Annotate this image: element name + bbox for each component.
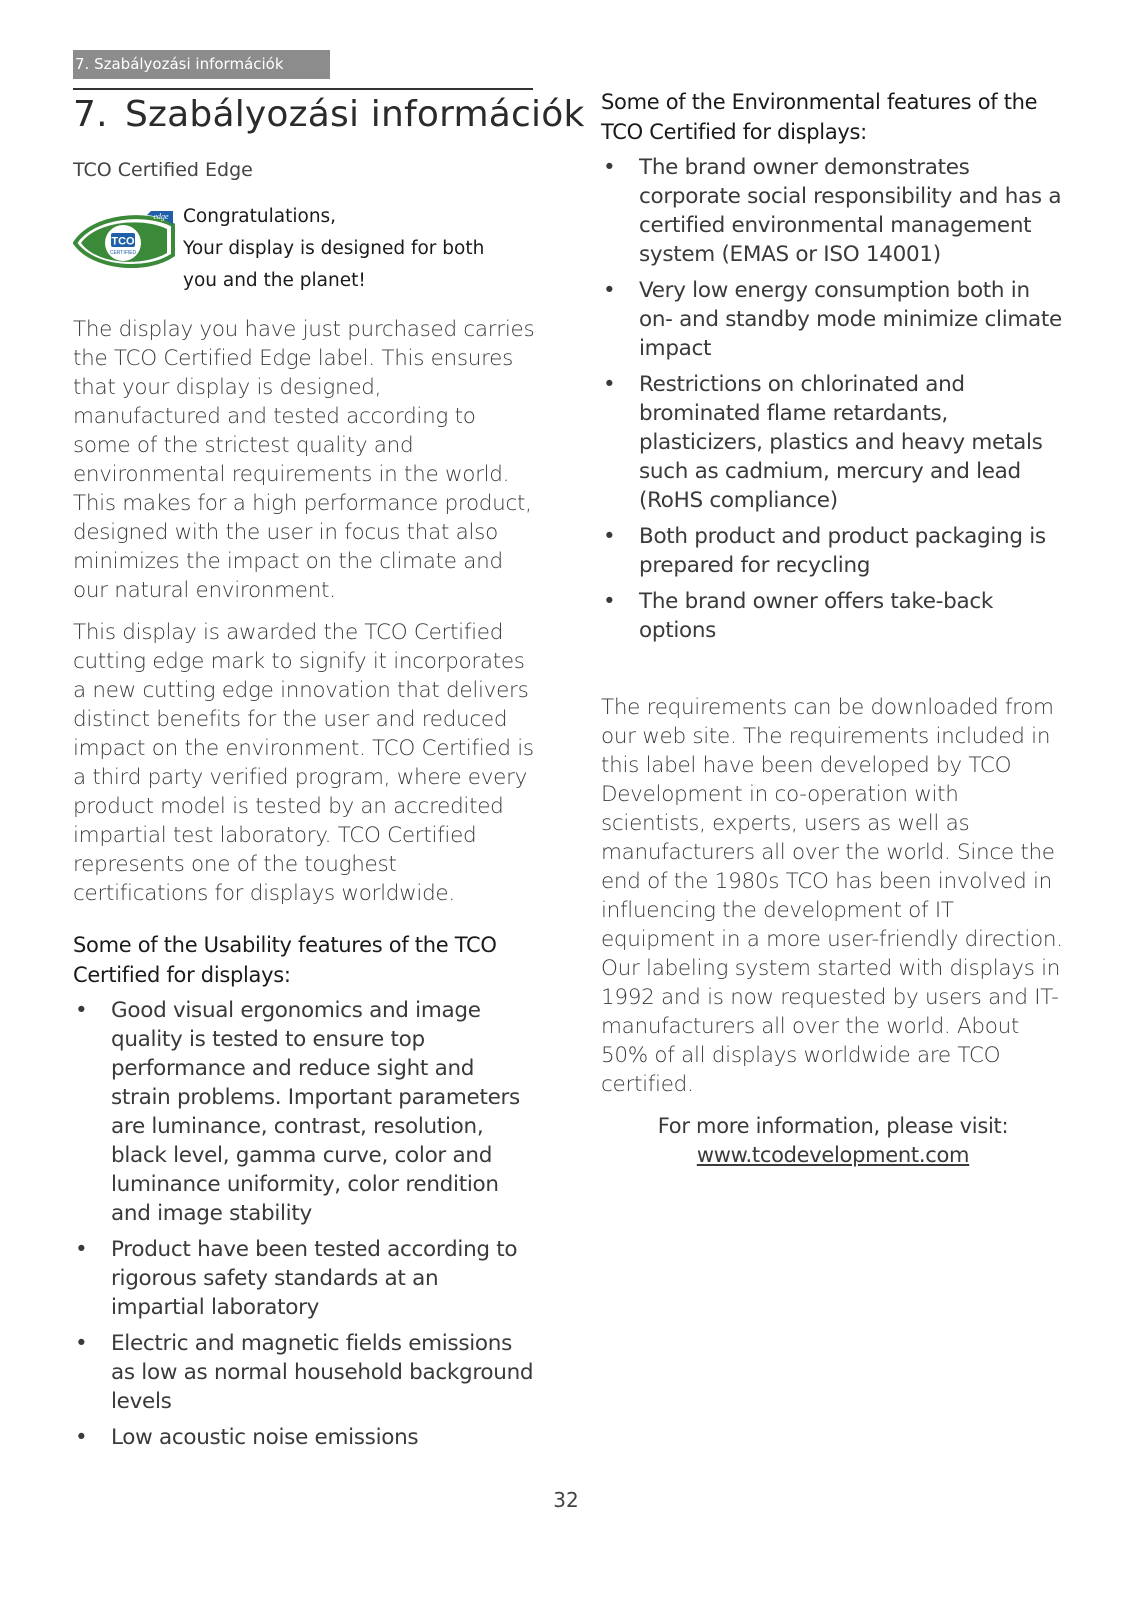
list-item [73,996,535,1228]
list-item-text: Both product and product packaging is prepared for recycling [639,524,1046,578]
list-item-text: Low acoustic noise emissions [111,1425,419,1450]
bullet-icon: • [75,1331,88,1356]
congrats-line: Congratulations, [183,206,337,227]
list-item-text: Product have been tested according to rigorous safety standards at an impartial laboratory [111,1237,518,1320]
list-item [73,1235,535,1322]
list-item-text: Good visual ergonomics and image quality is tested to ensure top performance and reduce sight and strain problems. Important parameters are luminance, contrast, resolution, black level, gamma curve, color and luminance uniformity, color rendition and image stability [111,998,520,1226]
list-item [601,276,1065,363]
list-item-text: The brand owner offers take-back options [639,589,994,643]
requirements-paragraph: The requirements can be downloaded from our web site. The requirements included in this label have been developed by TCO Development in co-operation with scientists, experts, users as well as manufacturers all over the world. Since the end of the 1980s TCO has been involved in influencing the development of IT equipment in a more user-friendly direction. Our labeling system started with displays in 1992 and is now requested by users and IT-manufacturers all over the world. About 50% of all displays worldwide are TCO certified. [601,695,1063,1097]
subtitle: TCO Certified Edge [73,159,253,181]
title-number: 7. [73,94,108,135]
bullet-icon: • [603,589,616,614]
intro-paragraph: The display you have just purchased carries the TCO Certified Edge label. This ensures that your display is designed, manufactured and tested according to some of the strictest quality and environmental requirements in the world. This makes for a high performance product, designed with the user in focus that also minimizes the impact on the climate and our natural environment. [73,317,535,603]
more-info [601,1112,1065,1170]
bullet-icon: • [75,1425,88,1450]
award-paragraph: This display is awarded the TCO Certified cutting edge mark to signify it incorporates a new cutting edge innovation that delivers distinct benefits for the user and reduced impact on the environment. TCO Certified is a third party verified program, where every product model is tested by an accredited impartial test laboratory. TCO Certified represents one of the toughest certifications for displays worldwide. [73,620,534,906]
usability-heading: Some of the Usability features of the TCO Certified for displays: [73,933,497,987]
list-item-text: The brand owner demonstrates corporate social responsibility and has a certified environmental management system (EMAS or ISO 14001) [639,155,1062,267]
logo-certified-text: CERTIFIED [109,250,137,256]
bullet-icon: • [603,155,616,180]
bullet-icon: • [603,372,616,397]
page-number: 32 [553,1488,579,1512]
environmental-heading: Some of the Environmental features of the TCO Certified for displays: [601,90,1038,144]
congrats-line: you and the planet! [183,270,366,291]
section-tab: 7. Szabályozási információk [73,50,330,79]
left-column [73,155,535,1459]
bullet-icon: • [603,524,616,549]
list-item [73,1329,535,1416]
list-item [73,1423,535,1452]
list-item-text: Restrictions on chlorinated and brominated flame retardants, plasticizers, plastics and heavy metals such as cadmium, mercury and lead (RoHS compliance) [639,372,1043,513]
congrats-text [183,201,484,297]
list-item-text: Electric and magnetic fields emissions as low as normal household background levels [111,1331,534,1414]
list-item [601,522,1065,580]
header-divider [73,88,533,90]
tco-certified-edge-logo-icon [73,207,177,277]
tco-congrats-block [73,201,535,315]
bullet-icon: • [603,278,616,303]
bullet-icon: • [75,1237,88,1262]
list-item [601,370,1065,515]
environmental-list [601,153,1065,645]
list-item-text: Very low energy consumption both in on- and standby mode minimize climate impact [639,278,1062,361]
list-item [601,587,1065,645]
tco-website-link[interactable]: www.tcodevelopment.com [696,1143,970,1167]
right-column [601,87,1065,1170]
usability-list [73,996,535,1452]
page-title [73,94,585,135]
congrats-line: Your display is designed for both [183,238,485,259]
bullet-icon: • [75,998,88,1023]
list-item [601,153,1065,269]
title-text: Szabályozási információk [125,94,585,135]
logo-edge-text: edge [153,212,169,221]
logo-brand-text: TCO [111,235,135,248]
more-info-text: For more information, please visit: [657,1114,1009,1138]
